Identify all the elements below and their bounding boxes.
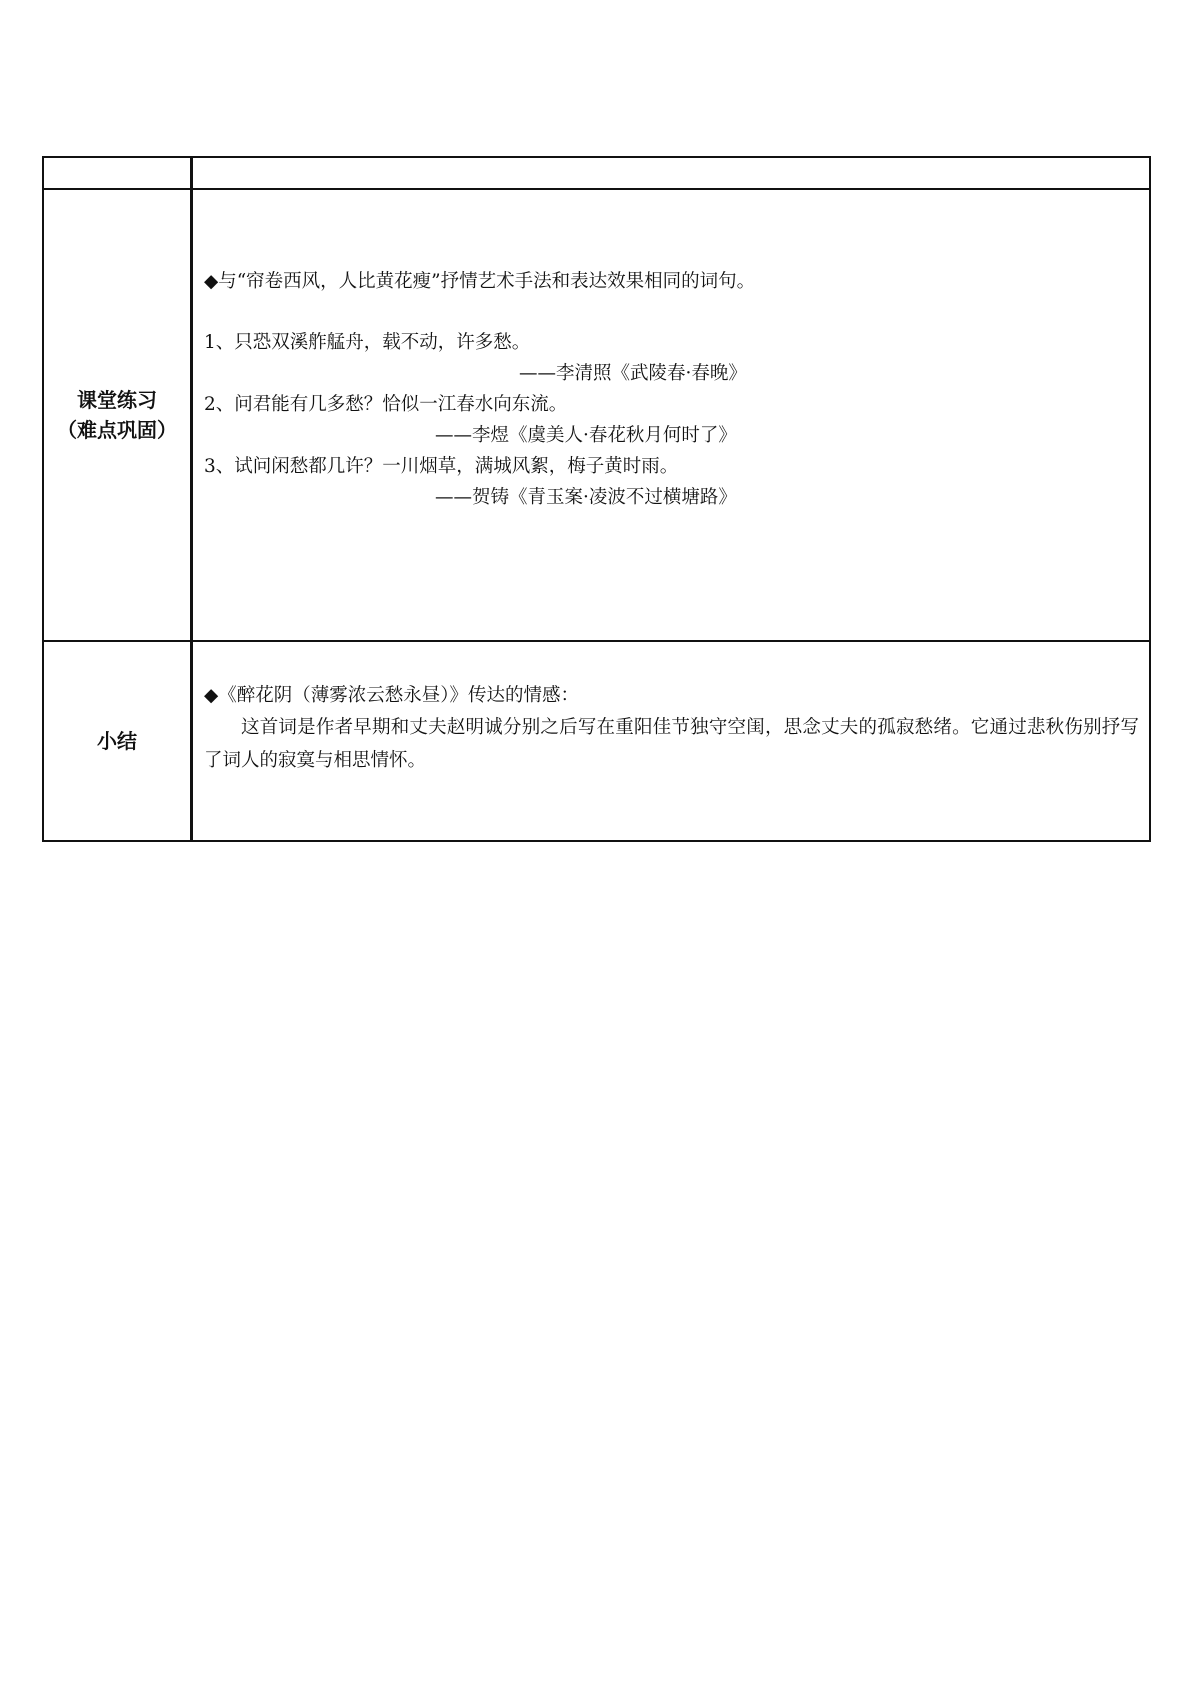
practice-label-cell [43, 189, 192, 641]
practice-label-subtitle: （难点巩固） [57, 418, 177, 442]
summary-label-cell [43, 641, 192, 841]
summary-paragraph: 这首词是作者早期和丈夫赵明诚分别之后写在重阳佳节独守空闺，思念丈夫的孤寂愁绪。它通过悲秋伤别抒写了词人的寂寞与相思情怀。 [204, 717, 1139, 771]
practice-item-3: 3、试问闲愁都几许？一川烟草，满城风絮，梅子黄时雨。 [204, 456, 679, 477]
practice-content [193, 190, 1149, 513]
table-header-row [43, 157, 1150, 189]
practice-row [43, 189, 1150, 641]
summary-label: 小结 [97, 729, 137, 753]
summary-content [193, 642, 1149, 777]
practice-item-2-source: ——李煜《虞美人·春花秋月何时了》 [435, 425, 737, 446]
summary-heading: ◆《醉花阴（薄雾浓云愁永昼）》传达的情感： [204, 685, 579, 706]
practice-item-1: 1、只恐双溪舴艋舟，载不动，许多愁。 [204, 332, 531, 353]
lesson-table [42, 156, 1151, 842]
spacer [204, 297, 1139, 327]
summary-content-cell [192, 641, 1151, 841]
header-label-cell [43, 157, 192, 189]
header-content-cell [192, 157, 1151, 189]
practice-item-3-source: ——贺铸《青玉案·凌波不过横塘路》 [435, 487, 737, 508]
practice-item-2: 2、问君能有几多愁？恰似一江春水向东流。 [204, 394, 568, 415]
practice-content-cell [192, 189, 1151, 641]
practice-item-1-source: ——李清照《武陵春·春晚》 [519, 363, 747, 384]
summary-row [43, 641, 1150, 841]
practice-label-title: 课堂练习 [77, 388, 157, 412]
practice-prompt: ◆与“帘卷西风，人比黄花瘦”抒情艺术手法和表达效果相同的词句。 [204, 271, 756, 292]
